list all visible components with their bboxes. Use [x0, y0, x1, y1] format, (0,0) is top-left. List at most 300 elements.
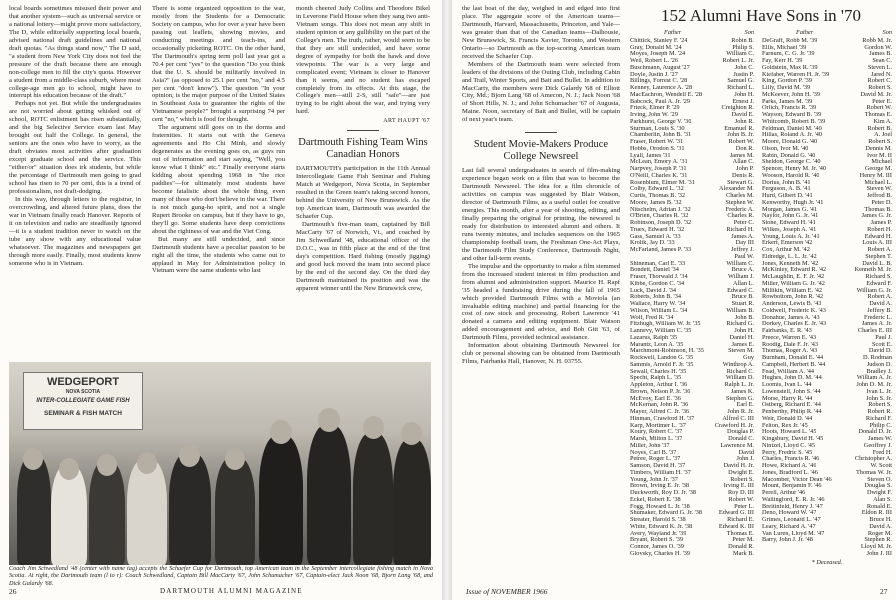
- father-name: Jones, Bradford L. '46: [762, 469, 818, 476]
- son-name: James K.: [730, 387, 754, 395]
- father-name: Kibbe, Gordon C. '34: [630, 280, 685, 287]
- banner-line-4: SEMINAR & FISH MATCH: [44, 410, 122, 417]
- father-name: Babcock, Paul A. Jr. '29: [630, 98, 691, 105]
- father-name: Connor, James O. '39: [630, 544, 684, 550]
- son-name: Edward K. III: [718, 522, 754, 530]
- father-name: Hoots, Howard L. '45: [762, 429, 817, 436]
- father-name: Farnum, C. G. Jr. '39: [762, 51, 815, 58]
- son-name: Gordon W.: [864, 43, 892, 51]
- father-name: Sturman, Louis S. '30: [630, 125, 685, 132]
- son-name: Paul J.: [875, 333, 892, 341]
- father-name: Fraser, Thorwald J. '34: [630, 274, 688, 280]
- father-name: Streater, Harold S. '38: [630, 517, 686, 523]
- son-name: Allan C.: [732, 158, 754, 166]
- father-name: Loomis, Ivan L. '44: [762, 382, 812, 388]
- son-name: Louis A. III: [862, 239, 892, 247]
- person-head: [97, 454, 117, 476]
- son-name: Robin B.: [731, 36, 754, 44]
- person-figure: [127, 459, 167, 565]
- son-header: Son: [882, 29, 892, 36]
- magazine-name: DARTMOUTH ALUMNI MAGAZINE: [160, 587, 303, 595]
- person-head: [23, 448, 43, 470]
- son-name: Ernest J.: [732, 97, 754, 105]
- paragraph: The impulse and the opportunity to make a film stemmed from the increased student interest in film production and from alumni and administration support. Maurice H. Rapf '35 headed a fundraising drive during the fall of 1965 which provided Dartmouth Films with a Moviola (an invaluable editing machine) and partial financing for the cost of raw stock and processing. Robert Lawrence '41 donated a camera and editing equipment. Blair Watson added encouragement and advice, and Bob Gitt '63, of Dartmouth Films, provided technical assistance.: [462, 262, 620, 342]
- paragraph: month cheered Judy Collins and Theodore Bikel in Leverone Field House when they sang two anti-Vietnam songs. This does not mean any shift in student opinion or any gullibility on the part of the College's men. The truth, rather, would seem to be that they are still undecided, and have some degree of sympathy for both the hawk and dove viewpoints. The war is a very large and complicated event; Vietnam is closer to Hanover than it seems, and no student has escaped completely from its effects. At this stage, the College's men—still 2-S, still "safe"—are just trying to be right about the war, and trying very hard.: [296, 5, 430, 116]
- father-name: Olson, Ivor M. '40: [762, 145, 809, 152]
- son-name: Edward H.: [864, 232, 892, 240]
- son-name: Robert H.: [867, 225, 892, 233]
- paragraph: There is some organized opposition to the war, mostly from the Students for a Democratic Society on campus, who for over a year have been passing out leaflets, showing movies, and conducting meetings and teach-ins, and occasionally picketing ROTC. On the other hand, The Dartmouth's spring term poll last year got a 70.4 per cent "yes" to the question "Do you think that the U. S. should be militarily involved in Asia?" (as opposed to 25.1 per cent "no," and 4.5 per cent "don't know"). The question "In your opinion, is the major purpose of the United States in Southeast Asia to guarantee the rights of the Vietnamese people?" brought a surprising 74 per cent "no," which is food for thought.: [152, 5, 285, 124]
- son-name: William J.: [728, 273, 754, 280]
- father-name: Wayson, Edward B. '39: [762, 112, 822, 118]
- son-name: Day III: [735, 239, 754, 247]
- son-name: Douglas S.: [864, 482, 892, 490]
- son-name: Jared N.: [871, 70, 892, 78]
- father-name: Sammis, Arnold F. Jr. '35: [630, 361, 694, 368]
- father-name: Van Luren, Lloyd M. '47: [762, 530, 825, 537]
- paragraph: the last boat of the day, weighed in and edged into first place. The aggregate score of the American teams—Dartmouth, Harvard, Massachusetts, Princeton, and Yale—was greater than that of the Canadian teams—Dalhousie, New Brunswick, St. Francis Xavier, Toronto, and Western Ontario—so Dartmouth as the top-scoring American team received the Schaefer Cup.: [462, 5, 620, 60]
- father-name: Truex, Edward H. '32: [630, 226, 685, 233]
- person-figure: [51, 465, 87, 565]
- father-name: Weir, Donald D. '44: [762, 415, 813, 422]
- father-name: Gray, Donald M. '24: [630, 44, 682, 51]
- paragraph: The argument still goes on in the dorms and fraternities. It starts out with the Geneva agreements and Ho Chi Minh, and slowly degenerates as the evening goes on, as guys run out of information and start saying, "Well, you know what I think" etc." Finally everyone starts kidding about spending 1968 in "the rice paddies"—for ultimately most students have become fatalistic about the whole thing, even many of those who don't believe in the war. There is not much gung-ho spirit, and not a single Rupert Brooke on campus, but if they have to go, they'll go. Some students have deep convictions about the rightness of war and the Viet Cong.: [152, 124, 285, 235]
- son-name: Christopher A.: [854, 455, 892, 463]
- father-name: O'Brien, Charles R. '32: [630, 213, 689, 220]
- father-name: Roberts, John B. '34: [630, 294, 681, 301]
- son-name: John C.: [734, 63, 754, 71]
- son-name: Ivor M. II: [866, 151, 892, 159]
- son-name: Donald C.: [728, 435, 754, 442]
- son-name: Peter E.: [872, 97, 892, 105]
- father-name: McKeever, John H. '39: [762, 91, 821, 98]
- father-name: Dorius, John B. '41: [762, 179, 811, 186]
- son-name: Jeffrey J.: [731, 246, 754, 253]
- photo-caption: Coach Jim Schwedland '48 (center with name tag) accepts the Schaefer Cup for Dartmouth, top American team in the September intercollegiate fishing match in Nova Scotia. At right, the Dartmouth team (l to r): Coach Schwedland, Captain Bill MacCarty '67, John Schumacher '67, Captain-elect Jack Noon '68, Bjorn Lang '68, and Dick Galardy '68.: [9, 565, 433, 587]
- article-column-right: [462, 5, 620, 581]
- son-name: Irving E. III: [723, 482, 754, 490]
- son-name: David D.: [868, 347, 892, 355]
- father-name: Bryant, Robert S. '39: [630, 537, 684, 544]
- father-name: Kingsbury, David H. '45: [762, 436, 824, 442]
- father-name: Bondett, Daniel '34: [630, 267, 679, 274]
- article-column-3: [296, 5, 430, 360]
- father-name: Kenworthy, Hugh Jr. '41: [762, 199, 824, 206]
- son-name: Robert A.: [867, 293, 892, 301]
- son-name: Steven M.: [728, 347, 754, 355]
- son-name: John J.: [736, 455, 754, 463]
- article-column-1: [9, 5, 141, 360]
- father-name: Chittick, Stanley F. '24: [630, 37, 688, 44]
- father-name: Miller, John '37: [630, 442, 670, 449]
- son-name: David H. Jr.: [723, 462, 754, 469]
- father-name: Brown, Nelson P. Jr. '36: [630, 388, 691, 395]
- son-name: Dennis M.: [865, 144, 892, 152]
- son-name: Eldon R. III: [861, 509, 892, 517]
- father-name: Luck, David J. '34: [630, 287, 677, 294]
- father-name: Ferguson, A. B. '41: [762, 186, 811, 193]
- father-name: Frieck, Elmer P. '29: [630, 105, 680, 112]
- son-name: Frederic A.: [725, 205, 754, 213]
- divider: [347, 130, 379, 131]
- son-name: Robert S.: [868, 138, 892, 145]
- son-name: Richard H.: [726, 225, 754, 233]
- article-column-2: [152, 5, 285, 360]
- father-name: Ostberg, Richard E. '44: [762, 402, 821, 409]
- person-head: [270, 420, 292, 444]
- person-figure: [169, 453, 211, 565]
- list-item: [630, 551, 754, 558]
- son-name: Geoffrey J.: [863, 441, 892, 449]
- father-name: McKinley, Edward R. '42: [762, 267, 827, 274]
- page-number-left: 26: [9, 587, 17, 596]
- son-name: W. Scott: [870, 462, 892, 469]
- son-name: Scott E.: [872, 340, 892, 348]
- son-name: Allan L.: [733, 279, 754, 287]
- father-name: Wolf, Fred R. '34: [630, 314, 674, 321]
- father-name: Morse, Harry R. '44: [762, 395, 813, 402]
- son-name: James P.: [870, 219, 892, 226]
- father-name: Glovsky, Charles H. '39: [630, 550, 691, 557]
- person-figure: [393, 439, 431, 565]
- person-figure: [17, 455, 51, 565]
- father-name: Macomber, Victor Dean '46: [762, 476, 832, 483]
- son-name: Justin P.: [733, 70, 754, 78]
- person-head: [225, 448, 245, 470]
- son-name: Robert W.: [866, 104, 892, 112]
- father-name: Fead, William A. '44: [762, 368, 815, 375]
- father-name: Jones, Kenneth M. '42: [762, 260, 819, 267]
- father-name: Wallingford, E. R. Jr. '46: [762, 496, 825, 503]
- paragraph: But many are still undecided, and since Dartmouth students have a peculiar passion to be right all the time, the students who came out to applaud in May for Administration policy in Vietnam were the same students who last: [152, 235, 285, 275]
- son-name: William B.: [726, 306, 754, 314]
- banner-line-3: INTER-COLLEGIATE GAME FISH: [36, 398, 130, 404]
- paragraph: local boards sometimes misused their power and that another system—such as universal service or a national lottery—might prove more satisfactory, The D, while editorially supporting local boards, advised national draft guidelines and national draft quotas. "As things stand now," The D said, "a student from New York City does not feel the pressure of the draft because there are enough non-college men to fill the city's quota. However a student from a middle-class suburb, where most college-age men go to school, might have to interrupt his education because of the draft.": [9, 5, 141, 100]
- fishing-team-photo: [9, 362, 431, 565]
- son-name: Dwight E.: [728, 468, 754, 476]
- son-name: Charles R.: [727, 212, 754, 220]
- son-name: Bradley J.: [866, 367, 892, 375]
- son-name: Richard E.: [727, 516, 754, 523]
- son-name: Bruce B.: [731, 293, 754, 301]
- father-name: DeGraff, Robb M. '39: [762, 37, 818, 44]
- father-name: Petree, Roger L. '37: [630, 456, 681, 463]
- list-item: [762, 126, 892, 133]
- son-name: Jeffrod B.: [866, 192, 892, 199]
- son-name: Stephen W.: [725, 198, 754, 206]
- son-name: Peter M.: [732, 536, 754, 544]
- father-name: King, Gordon P. '39: [762, 78, 812, 85]
- father-name: Parkhurst, George V. '30: [630, 118, 692, 125]
- father-name: O'Neill, Charles K. '31: [630, 172, 688, 179]
- father-name: Cox, Arthur M. '42: [762, 247, 810, 253]
- father-name: Lilly, David M. '39: [762, 85, 811, 91]
- son-name: Ronald E.: [866, 502, 892, 510]
- paragraph: DARTMOUTH's participation in the 11th Annual Intercollegiate Game Fish Seminar and Fishing Match at Wedgeport, Nova Scotia, in September resulted in the Green team's taking second honors, behind the University of New Brunswick. As the top American team, Dartmouth was awarded the Schaefer Cup.: [296, 165, 430, 221]
- son-name: Stewart G.: [727, 178, 754, 186]
- father-name: Parks, James M. '39: [762, 98, 813, 105]
- father-name: Burnham, Donald E. '44: [762, 355, 824, 361]
- father-name: Krolik, Jay D. '33: [630, 240, 675, 247]
- son-name: Philip S.: [732, 43, 754, 51]
- person-head: [318, 408, 340, 432]
- father-name: Donahue, James A. '43: [762, 314, 820, 321]
- son-name: David M. Jr.: [860, 90, 892, 98]
- father-name: Hillas, Roland A. Jr. '40: [762, 132, 823, 139]
- father-name: Goldstein, Max R. '39: [762, 64, 818, 71]
- father-name: Hobbs, Orodon S. '31: [630, 145, 685, 152]
- sons-list-column-2: [762, 30, 892, 566]
- father-name: Avery, Wayland Jr. '39: [630, 530, 687, 537]
- son-name: Douglas P.: [727, 428, 754, 436]
- son-name: Frederic L.: [864, 313, 892, 321]
- son-name: Paul W.: [734, 252, 754, 260]
- father-name: Moyes, Joseph M. '24: [630, 51, 686, 58]
- father-name: Billings, Forrest C. '28: [630, 78, 688, 85]
- son-name: Alexander M.: [719, 185, 754, 193]
- father-name: Kenney, Laurence A. '28: [630, 85, 693, 91]
- father-name: Kiefaber, Warren H. Jr. '39: [762, 71, 830, 78]
- father-name: Wallace, Harry W. '34: [630, 301, 686, 307]
- son-name: Roger M.: [867, 529, 892, 537]
- father-name: Timbers, William H. '37: [630, 469, 691, 476]
- son-name: John H.: [734, 90, 754, 98]
- father-name: Millikin, William E. '42: [762, 287, 823, 294]
- father-name: Spencer, Henry M. Jr. '40: [762, 166, 827, 172]
- paragraph: Members of the Dartmouth team were selected from leaders of the divisions of the Outing Club, including Cabin and Trail, Winter Sports, and Bait and Bullet. In addition to MacCarty, the members were Dick Galardy '68 of Elliott City, Md.; Bjorn Lang '68 of Amecon, N. J.; Jack Noon '68 of Short Hills, N. J.; and John Schumacher '67 of Augusta, Maine. Noon, secretary of Bait and Bullet, will be captain of next year's team.: [462, 60, 620, 124]
- father-name: Fraser, Robert W. '31: [630, 139, 684, 145]
- father-name: Perell, Arthur '46: [762, 490, 806, 496]
- son-name: Robert S.: [868, 401, 892, 409]
- father-name: Buschmann, August '27: [630, 64, 690, 71]
- father-name: Rabin, Donald G. '40: [762, 152, 816, 159]
- son-name: Roy D. III: [727, 489, 754, 496]
- father-name: Karp, Mortimer L. '37: [630, 422, 686, 429]
- person-figure: [89, 461, 125, 565]
- person-figure: [259, 435, 303, 565]
- son-name: John S. Jr.: [866, 394, 892, 402]
- gutter: [442, 0, 452, 600]
- issue-label: Issue of NOVEMBER 1966: [466, 587, 548, 596]
- father-name: Shumaker, Edward G. Jr. '38: [630, 510, 703, 517]
- son-name: Edward F.: [866, 279, 892, 287]
- person-figure: [353, 433, 393, 565]
- father-name: Wooson, Harold R. '40: [762, 172, 820, 179]
- fishing-article-title: Dartmouth Fishing Team Wins Canadian Honors: [298, 137, 428, 161]
- father-name: Hinman, Crawford H. '37: [630, 415, 695, 422]
- father-name: Robinson, Joseph D. '32: [630, 220, 692, 226]
- father-name: Hurd, Gilbert D. '41: [762, 193, 813, 199]
- father-name: Chamberlin, John B. '31: [630, 132, 692, 139]
- son-name: Alfred C. III: [722, 414, 754, 422]
- father-name: Fogg, Howard L. Jr. '38: [630, 503, 690, 510]
- father-name: Coldwell, Frederic K. '43: [762, 307, 826, 314]
- son-name: A. Joel: [874, 131, 892, 139]
- son-name: Thomas B.: [864, 205, 892, 213]
- paragraph: In this way, through letters to the registrar, in overcrowding, and altered future plans, does the war in Vietnam finally reach Hanover. Reports of it on television and radio are steadfastly ignored—it is a student tradition never to watch on the tube any show with any educational value whatsoever. The magazines and newspapers get through more easily. Finally, most students know someone who is in Vietnam.: [9, 195, 141, 267]
- son-name: James W.: [868, 435, 892, 442]
- son-name: William C.: [726, 259, 754, 267]
- father-name: Moore, Donald G. '40: [762, 139, 818, 145]
- list-item: [762, 551, 892, 558]
- son-name: Stephen T.: [865, 252, 892, 260]
- father-name: Rockwell, Landon G. '35: [630, 355, 694, 361]
- son-name: John J. III: [866, 549, 892, 557]
- father-name: Gass, Samuel A. '33: [630, 233, 681, 240]
- son-name: Judson D.: [866, 360, 892, 368]
- paragraph: Last fall several undergraduates in search of film-making experience began work on a film that was to become the Dartmouth Newsreel. The idea for a film chronicle of activities on campus was suggested by Blair Watson, director of Dartmouth Films, as a useful outlet for creative energies. This month, after a year of shooting, editing, and finally preparing the original for printing, the newsreel is ready for distribution to interested alumni and others. It runs twenty minutes, and includes sequences on the 1965 championship football team, the Freshman One-Act Plays, the Dartmouth Film Study Conference, Dartmouth Night, and other fall-term events.: [462, 167, 620, 262]
- father-name: Leary, Richard A. '47: [762, 523, 816, 530]
- person-head: [179, 444, 200, 467]
- son-name: Mark B.: [733, 549, 754, 557]
- son-name: David A.: [869, 522, 892, 530]
- father-name: Wilkes, Joseph A. '41: [762, 226, 817, 233]
- son-name: Robert S.: [730, 475, 754, 483]
- list-item: [762, 328, 892, 335]
- son-name: George M.: [864, 165, 892, 172]
- page-number-right: 27: [880, 587, 888, 596]
- father-name: Eckel, Robert E. '38: [630, 496, 681, 503]
- father-name: Moore, James B. '32: [630, 199, 682, 206]
- father-name: McFarland, James P. '33: [630, 247, 692, 253]
- newsreel-article-title: Student Movie-Makers Produce College Newsreel: [473, 139, 609, 163]
- son-name: James B.: [869, 50, 892, 58]
- father-name: Ellis, Michael '39: [762, 44, 807, 51]
- son-name: Edward C.: [727, 286, 754, 294]
- son-name: Samuel G.: [727, 77, 754, 85]
- son-name: Daniel H.: [729, 333, 754, 341]
- son-name: Donald R.: [728, 543, 754, 550]
- father-name: Young, John Jr. '37: [630, 476, 678, 483]
- son-name: William G. Jr.: [856, 286, 892, 294]
- father-header: Father: [664, 29, 682, 36]
- son-name: Kim A.: [873, 117, 892, 125]
- father-name: Deno, Howard W. '47: [762, 510, 817, 517]
- father-name: Penberthy, Philip R. '44: [762, 409, 822, 415]
- father-name: Doyle, Justin J. '27: [630, 71, 678, 78]
- father-name: Naylor, John G. Jr. '41: [762, 213, 819, 220]
- son-name: John B.: [734, 313, 754, 321]
- son-name: Robert W.: [728, 138, 754, 145]
- father-name: Rowbottom, John R. '42: [762, 294, 824, 301]
- son-name: Thomas E.: [726, 529, 754, 537]
- father-header: Father: [796, 29, 814, 36]
- father-name: Mayer, Alfred C. Jr. '36: [630, 409, 690, 415]
- father-name: Miller, William G. Jr. '42: [762, 280, 825, 287]
- father-name: Sheldon, George C. '40: [762, 159, 821, 166]
- son-header: Son: [744, 29, 754, 36]
- son-name: John H.: [734, 327, 754, 334]
- father-name: Nintzel, Lloyd C. '45: [762, 442, 816, 449]
- son-name: Don R.: [735, 144, 754, 152]
- son-name: Stuart R.: [731, 300, 754, 307]
- son-name: James E.: [731, 340, 754, 348]
- son-name: Denis R.: [731, 171, 754, 179]
- son-name: John D. M. Jr.: [856, 381, 892, 388]
- son-name: James M.: [729, 151, 754, 159]
- son-name: Richard S.: [865, 273, 892, 280]
- son-name: David L. B.: [862, 259, 892, 267]
- son-name: Philip C.: [869, 421, 892, 429]
- son-name: David A.: [869, 300, 892, 307]
- son-name: James A. Jr.: [861, 320, 892, 328]
- father-name: Noyes, Carl B. '37: [630, 449, 677, 456]
- son-name: Robert L. Jr.: [722, 57, 754, 64]
- son-name: William D.: [725, 374, 754, 382]
- father-name: Orlich, Francis R. '39: [762, 105, 817, 112]
- father-name: Stone, Edward H. '41: [762, 220, 816, 226]
- son-name: Henry M. III: [859, 171, 892, 179]
- son-name: Richard C.: [726, 367, 754, 375]
- father-name: Erkert, Emerson '42: [762, 240, 813, 247]
- father-name: Fairbanks, E. R. '43: [762, 328, 812, 334]
- son-name: Dwight F.: [866, 489, 892, 496]
- son-name: Lawrence M.: [720, 441, 754, 449]
- father-name: Narpvey, Joseph P. '31: [630, 166, 687, 172]
- father-name: McEvoy, Earl E. '36: [630, 395, 681, 402]
- paragraph: Dartmouth's five-man team, captained by Bill MacCarty '67 of Norwich, Vt., and coached by Jim Schwedland '48, educational officer of the D.O.C., was in fifth place at the end of the first day's competition. Hard fishing (mostly jigging) and good luck moved the team into second place by the end of the second day. On the third day Dartmouth maintained its position and was the apparent winner until the New Brunswick crew,: [296, 220, 430, 292]
- deceased-note: * Deceased.: [811, 558, 843, 566]
- son-name: Donald D. Jr.: [858, 428, 892, 436]
- list-item: [630, 348, 754, 355]
- son-name: Richard G.: [726, 320, 754, 328]
- son-name: James G. Jr.: [861, 212, 892, 220]
- son-name: Earl E.: [736, 401, 754, 409]
- son-name: Alan S.: [873, 495, 892, 503]
- father-name: Howe, Richard A. '46: [762, 463, 817, 469]
- father-name: Irving, John W. '29: [630, 112, 678, 118]
- son-name: Michael: [871, 158, 892, 166]
- son-name: Emanuel R.: [724, 124, 754, 132]
- father-name: Koury, Robert C. '37: [630, 429, 683, 436]
- son-name: John P.: [736, 165, 754, 172]
- sons-list-title: 152 Alumni Have Sons in '70: [661, 6, 861, 25]
- father-name: White, Edward K. Jr. '38: [630, 523, 693, 530]
- paragraph: Perhaps not yet. But while the undergraduates are not worried about getting whisked out of school, ROTC enlistment has risen substantially, and the big Selective Service exam last May brought out half the College. In general, the seniors are the ones who have to worry, as the draft obviates most activities after graduation except graduate school and the service. This "either/or" situation does irk students, but while the percentage of Dartmouth men going to grad school has risen to 70 per cent, this is a trend of professionalism, not draft-dodging.: [9, 100, 141, 195]
- banner-line-2: NOVA SCOTIA: [65, 389, 101, 395]
- list-item: [630, 450, 754, 457]
- father-name: Weil, Robert L. '26: [630, 58, 679, 64]
- son-name: Peter L.: [734, 502, 754, 510]
- father-name: Campbell, Herbert B. '44: [762, 361, 826, 368]
- father-name: Barry, John J. Jr. '48: [762, 537, 813, 544]
- son-name: Peter D.: [871, 198, 892, 206]
- left-page: [0, 0, 442, 600]
- son-name: Thomas E.: [864, 111, 892, 118]
- father-name: Charles, Francis R. '46: [762, 456, 820, 463]
- father-name: Whitcomb, Robert B. '39: [762, 118, 826, 125]
- father-name: Morgan, James G. '41: [762, 206, 818, 213]
- person-figure: [307, 425, 351, 565]
- father-name: Sewall, Charles H. '35: [630, 368, 687, 375]
- son-name: Steven L.: [867, 63, 892, 71]
- father-name: Brown, Irving E. Jr. '38: [630, 483, 690, 490]
- father-name: Lyall, James '31: [630, 152, 671, 159]
- son-name: David: [738, 448, 754, 456]
- list-header: [630, 30, 754, 37]
- list-item: [630, 443, 754, 450]
- son-name: Edward G. III: [718, 509, 754, 517]
- son-name: James A.: [731, 232, 754, 240]
- father-name: McLean, Emory A. '31: [630, 159, 688, 166]
- father-name: Marsh, Milton L. '37: [630, 436, 683, 442]
- person-head: [401, 422, 422, 445]
- father-name: Roodig, Dale F. Jr. '43: [762, 341, 819, 348]
- son-name: Kenneth M. Jr.: [854, 266, 892, 274]
- list-header: [762, 30, 892, 37]
- son-name: Lloyd M. Jr.: [860, 543, 892, 550]
- byline: ART HAUPT '67: [383, 118, 430, 125]
